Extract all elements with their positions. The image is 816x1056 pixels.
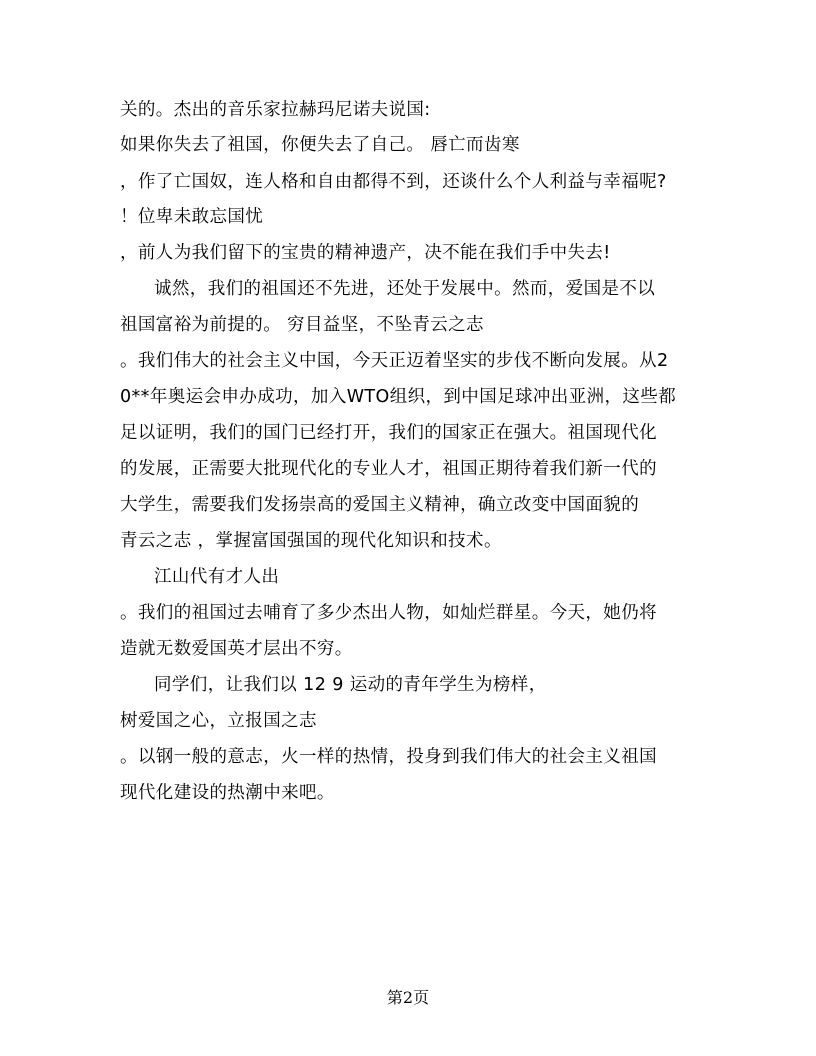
text-line-11: 的发展，正需要大批现代化的专业人才，祖国正期待着我们新一代的: [120, 459, 657, 479]
text-line-8: 。我们伟大的社会主义中国，今天正迈着坚实的步伐不断向发展。从2: [120, 351, 669, 371]
text-line-17: 同学们，让我们以 12 9 运动的青年学生为榜样，: [154, 675, 547, 695]
text-line-4: ！位卑未敢忘国忧: [120, 207, 264, 227]
text-line-10: 足以证明，我们的国门已经打开，我们的国家正在强大。祖国现代化: [120, 423, 657, 443]
text-line-13: 青云之志 ，掌握富国强国的现代化知识和技术。: [120, 531, 502, 551]
text-line-3: ，作了亡国奴，连人格和自由都得不到，还谈什么个人利益与幸福呢?: [120, 172, 667, 192]
text-line-14: 江山代有才人出: [154, 567, 280, 587]
text-line-5: ，前人为我们留下的宝贵的精神遗产，决不能在我们手中失去!: [120, 243, 611, 263]
text-line-16: 造就无数爱国英才层出不穷。: [120, 639, 353, 659]
text-line-9: 0**年奥运会申办成功，加入WTO组织，到中国足球冲出亚洲，这些都: [120, 387, 677, 407]
text-line-2: 如果你失去了祖国，你便失去了自己。 唇亡而齿寒: [120, 135, 520, 155]
page-number: 第2页: [386, 988, 430, 1007]
text-line-6: 诚然，我们的祖国还不先进，还处于发展中。然而，爱国是不以: [154, 279, 656, 299]
text-line-20: 现代化建设的热潮中来吧。: [120, 783, 335, 803]
text-line-12: 大学生，需要我们发扬崇高的爱国主义精神，确立改变中国面貌的: [120, 495, 640, 515]
text-line-15: 。我们的祖国过去哺育了多少杰出人物，如灿烂群星。今天，她仍将: [120, 603, 657, 623]
text-line-19: 。以钢一般的意志，火一样的热情，投身到我们伟大的社会主义祖国: [120, 747, 657, 767]
text-line-7: 祖国富裕为前提的。 穷目益坚，不坠青云之志: [120, 315, 484, 335]
text-line-1: 关的。杰出的音乐家拉赫玛尼诺夫说国:: [120, 100, 431, 120]
text-line-18: 树爱国之心，立报国之志: [120, 711, 317, 731]
